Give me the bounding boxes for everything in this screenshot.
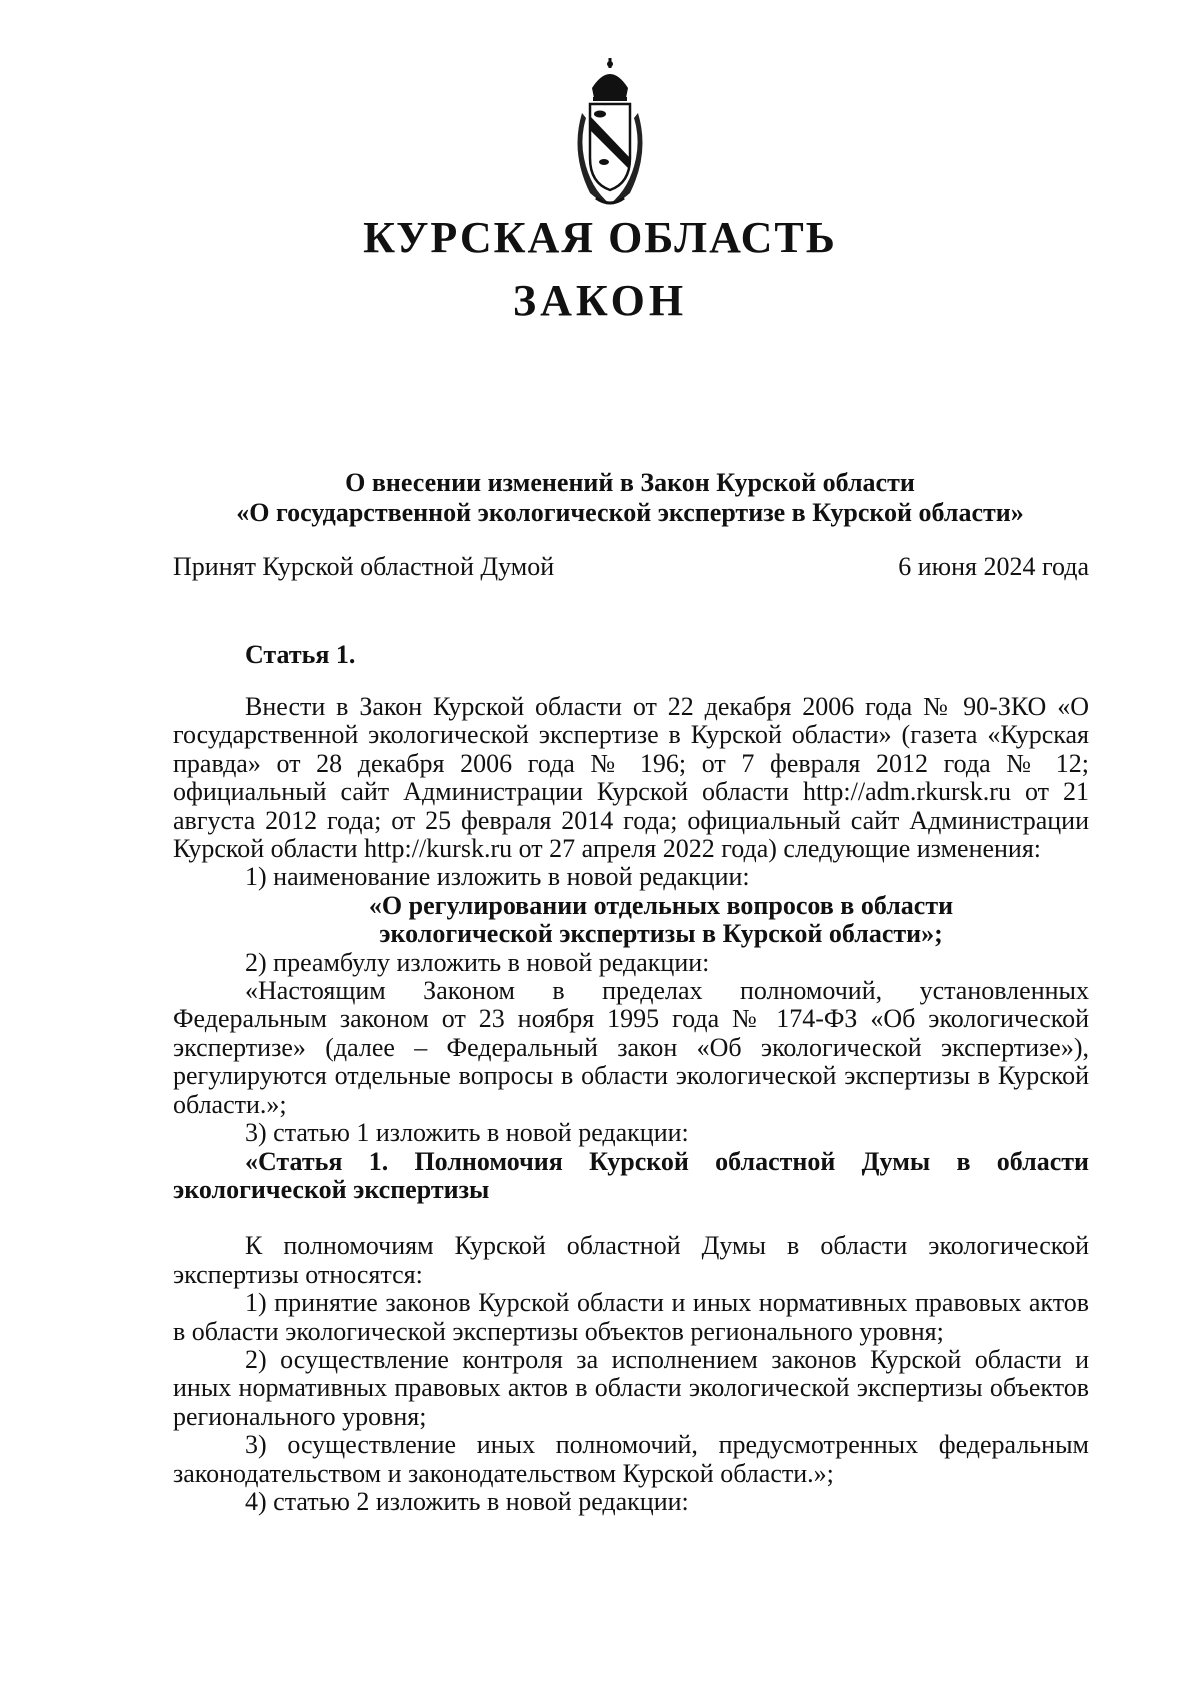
spacer [173, 1204, 1089, 1232]
item-3: 3) статью 1 изложить в новой редакции: [245, 1118, 689, 1148]
law-title [0, 468, 1200, 528]
power-3: 3) осуществление иных полномочий, предусмотренных федеральным законодательством и законодательством Курской области.»; [173, 1430, 1089, 1488]
region-name: КУРСКАЯ ОБЛАСТЬ [363, 213, 837, 262]
adoption-date: 6 июня 2024 года [898, 552, 1089, 581]
power-2: 2) осуществление контроля за исполнением законов Курской области и иных нормативных правовых актов в области экологической экспертизы объектов регионального уровня; [173, 1344, 1089, 1431]
law-title-line1: О внесении изменений в Закон Курской области [345, 468, 915, 497]
adopted-by: Принят Курской областной Думой [173, 552, 555, 581]
new-name-line2: экологической экспертизы в Курской области»; [379, 919, 943, 949]
item-4: 4) статью 2 изложить в новой редакции: [245, 1486, 689, 1516]
power-1: 1) принятие законов Курской области и иных нормативных правовых актов в области экологической экспертизы объектов регионального уровня; [173, 1288, 1089, 1346]
article-intro: Внести в Закон Курской области от 22 декабря 2006 года № 90-ЗКО «О государственной экологической экспертизе в Курской области» (газета «Курская правда» от 28 декабря 2006 года № 196; от 7 февраля 2012 года № 12; официальный сайт Администрации Курской области http://adm.rkursk.ru от 21 августа 2012 года; от 25 февраля 2014 года; официальный сайт Администрации Курской области http://kursk.ru от 27 апреля 2022 года) следующие изменения: [173, 692, 1089, 864]
item-2: 2) преамбулу изложить в новой редакции: [245, 947, 710, 977]
article-1-heading: «Статья 1. Полномочия Курской областной Думы в области экологической экспертизы [173, 1146, 1089, 1204]
article-body [173, 693, 1089, 1516]
item-1: 1) наименование изложить в новой редакции: [245, 862, 750, 892]
powers-intro: К полномочиям Курской областной Думы в области экологической экспертизы относятся: [173, 1231, 1089, 1289]
document-type: ЗАКОН [512, 276, 688, 325]
article-heading: Статья 1. [245, 640, 356, 669]
preamble-text: «Настоящим Законом в пределах полномочий, установленных Федеральным законом от 23 ноября 1995 года № 174-ФЗ «Об экологической экспертизе» (далее – Федеральный закон «Об экологической экспертизе»), регулируются отдельные вопросы в области экологической экспертизы в Курской области.»; [173, 976, 1089, 1119]
coat-of-arms-emblem [560, 58, 660, 208]
law-title-line2: «О государственной экологической экспертизе в Курской области» [236, 498, 1024, 527]
new-name-line1: «О регулировании отдельных вопросов в области [368, 890, 954, 920]
